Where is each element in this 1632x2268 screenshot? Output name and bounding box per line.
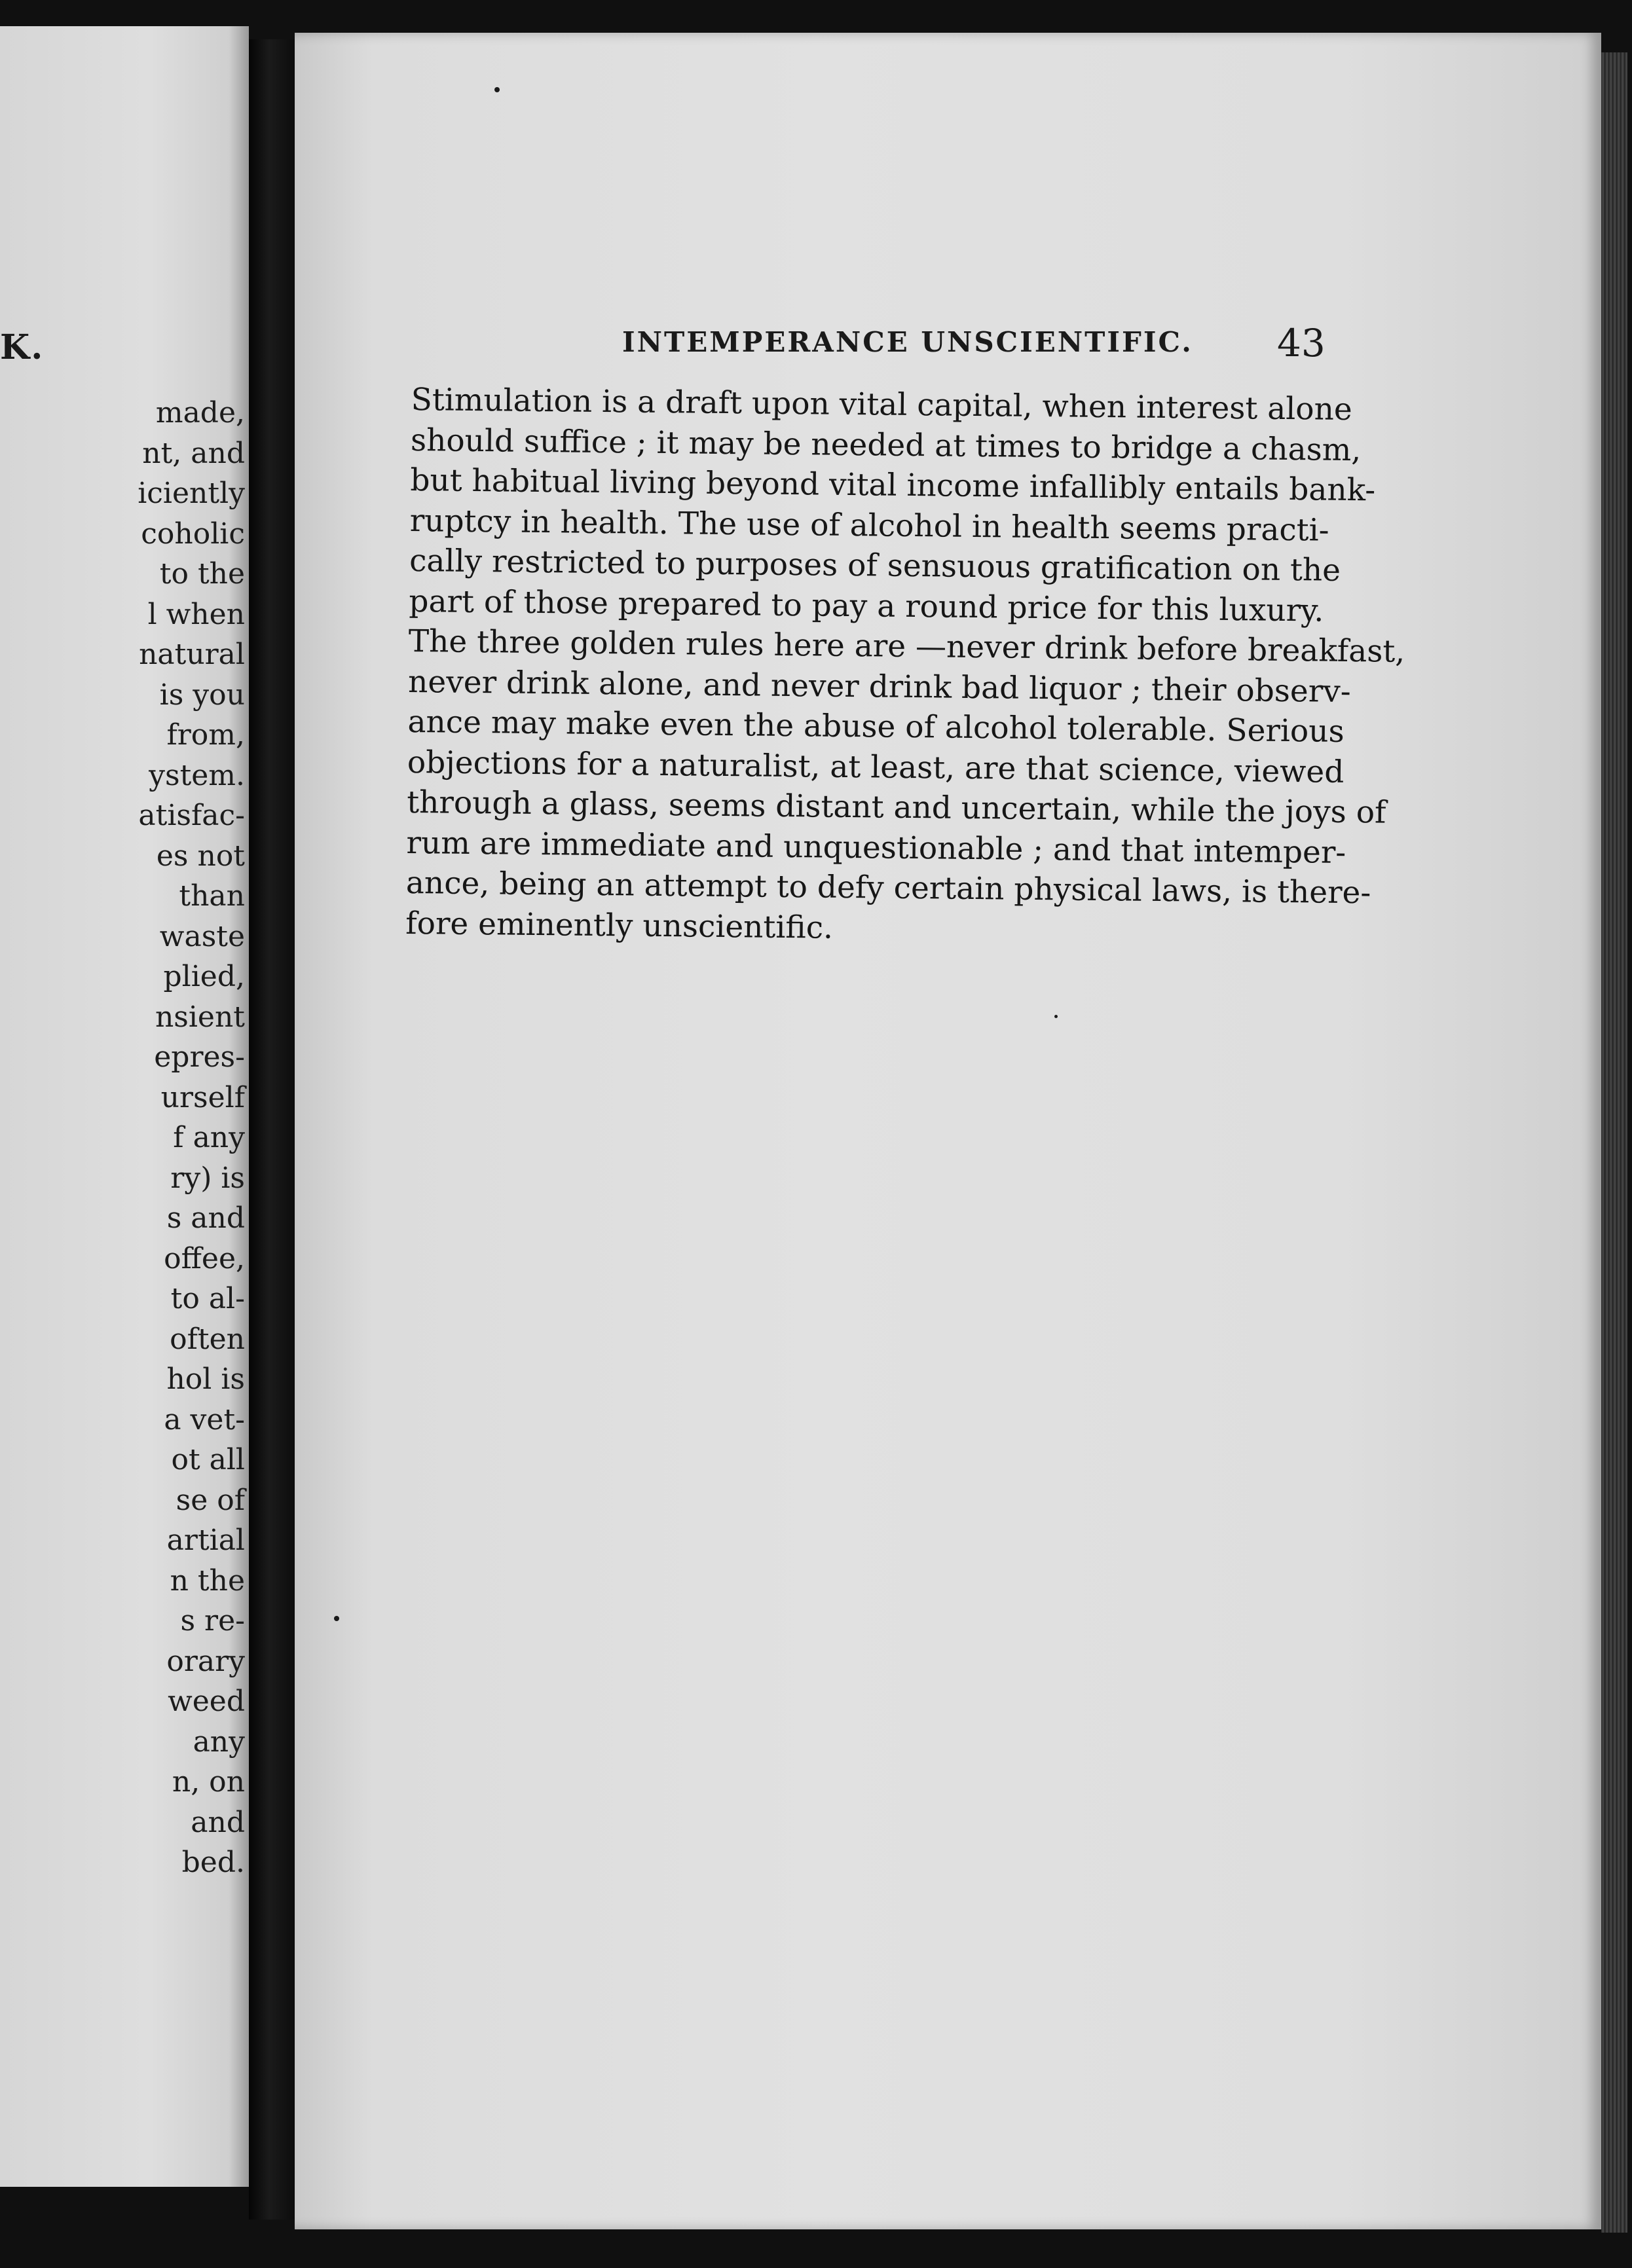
left-line: iciently xyxy=(138,477,245,510)
left-line: ot all xyxy=(171,1443,245,1476)
left-line: atisfac- xyxy=(138,799,245,832)
left-line: l when xyxy=(147,597,245,631)
left-line: artial xyxy=(166,1524,245,1557)
left-line: n the xyxy=(170,1564,245,1598)
left-line: urself xyxy=(160,1080,245,1114)
text-line: ance, being an attempt to defy certain physical laws, is there- xyxy=(405,864,1371,911)
text-line: part of those prepared to pay a round price for this luxury. xyxy=(409,583,1324,629)
left-line: natural xyxy=(139,638,245,671)
left-line: s re- xyxy=(180,1604,245,1637)
text-line: never drink alone, and never drink bad liquor ; their observ- xyxy=(407,663,1351,710)
left-line: to al- xyxy=(170,1282,245,1315)
left-line: bed. xyxy=(181,1846,245,1879)
left-line: made, xyxy=(155,396,245,430)
text-line: Stimulation is a draft upon vital capital, when interest alone xyxy=(411,381,1352,428)
paper-speck xyxy=(334,1616,339,1621)
left-line: orary xyxy=(166,1644,245,1678)
left-line: from, xyxy=(166,718,245,752)
text-line: fore eminently unscientific. xyxy=(405,905,834,946)
body-paragraph xyxy=(405,380,1405,953)
left-line: offee, xyxy=(164,1241,245,1275)
left-line: often xyxy=(170,1322,245,1356)
left-page xyxy=(0,26,249,2187)
left-line: waste xyxy=(159,919,245,953)
left-line: coholic xyxy=(141,517,245,551)
running-title: INTEMPERANCE UNSCIENTIFIC. xyxy=(622,326,1193,358)
left-line: epres- xyxy=(154,1040,245,1074)
left-line: hol is xyxy=(166,1363,245,1396)
paper-speck xyxy=(1054,1015,1058,1018)
left-line: is you xyxy=(159,678,245,712)
left-line: n, on xyxy=(172,1765,245,1799)
left-page-text xyxy=(138,393,245,1883)
text-line: The three golden rules here are —never drink before breakfast, xyxy=(408,623,1405,670)
book-spine-shadow xyxy=(249,39,295,2220)
left-line: any xyxy=(193,1725,245,1759)
text-line: but habitual living beyond vital income infallibly entails bank- xyxy=(410,462,1376,509)
left-line: es not xyxy=(156,839,245,873)
left-line: nsient xyxy=(155,1000,245,1034)
text-line: ruptcy in health. The use of alcohol in health seems practi- xyxy=(409,502,1329,549)
text-line: rum are immediate and unquestionable ; and that intemper- xyxy=(406,824,1346,871)
left-line: ry) is xyxy=(170,1161,245,1195)
left-line: s and xyxy=(166,1201,245,1235)
left-line: weed xyxy=(168,1685,245,1718)
text-line: objections for a naturalist, at least, are that science, viewed xyxy=(407,744,1345,790)
paper-speck xyxy=(494,87,500,92)
left-line: than xyxy=(179,879,245,913)
right-page xyxy=(295,33,1601,2229)
left-line: plied, xyxy=(163,960,245,993)
text-line: should suffice ; it may be needed at times to bridge a chasm, xyxy=(410,422,1362,468)
text-line: through a glass, seems distant and uncertain, while the joys of xyxy=(406,784,1386,831)
left-line: and xyxy=(191,1805,245,1839)
text-line: cally restricted to purposes of sensuous gratification on the xyxy=(409,542,1341,589)
text-line: ance may make even the abuse of alcohol tolerable. Serious xyxy=(407,703,1345,750)
left-line: a vet- xyxy=(164,1402,245,1436)
left-line: f any xyxy=(173,1121,245,1154)
page-number: 43 xyxy=(1277,321,1326,365)
page-edge-fore-edge xyxy=(1601,52,1627,2233)
left-line: ystem. xyxy=(149,758,245,792)
left-line: to the xyxy=(159,557,245,591)
left-running-head: K. xyxy=(0,327,45,367)
left-line: se of xyxy=(176,1483,245,1517)
left-line: nt, and xyxy=(142,436,245,470)
